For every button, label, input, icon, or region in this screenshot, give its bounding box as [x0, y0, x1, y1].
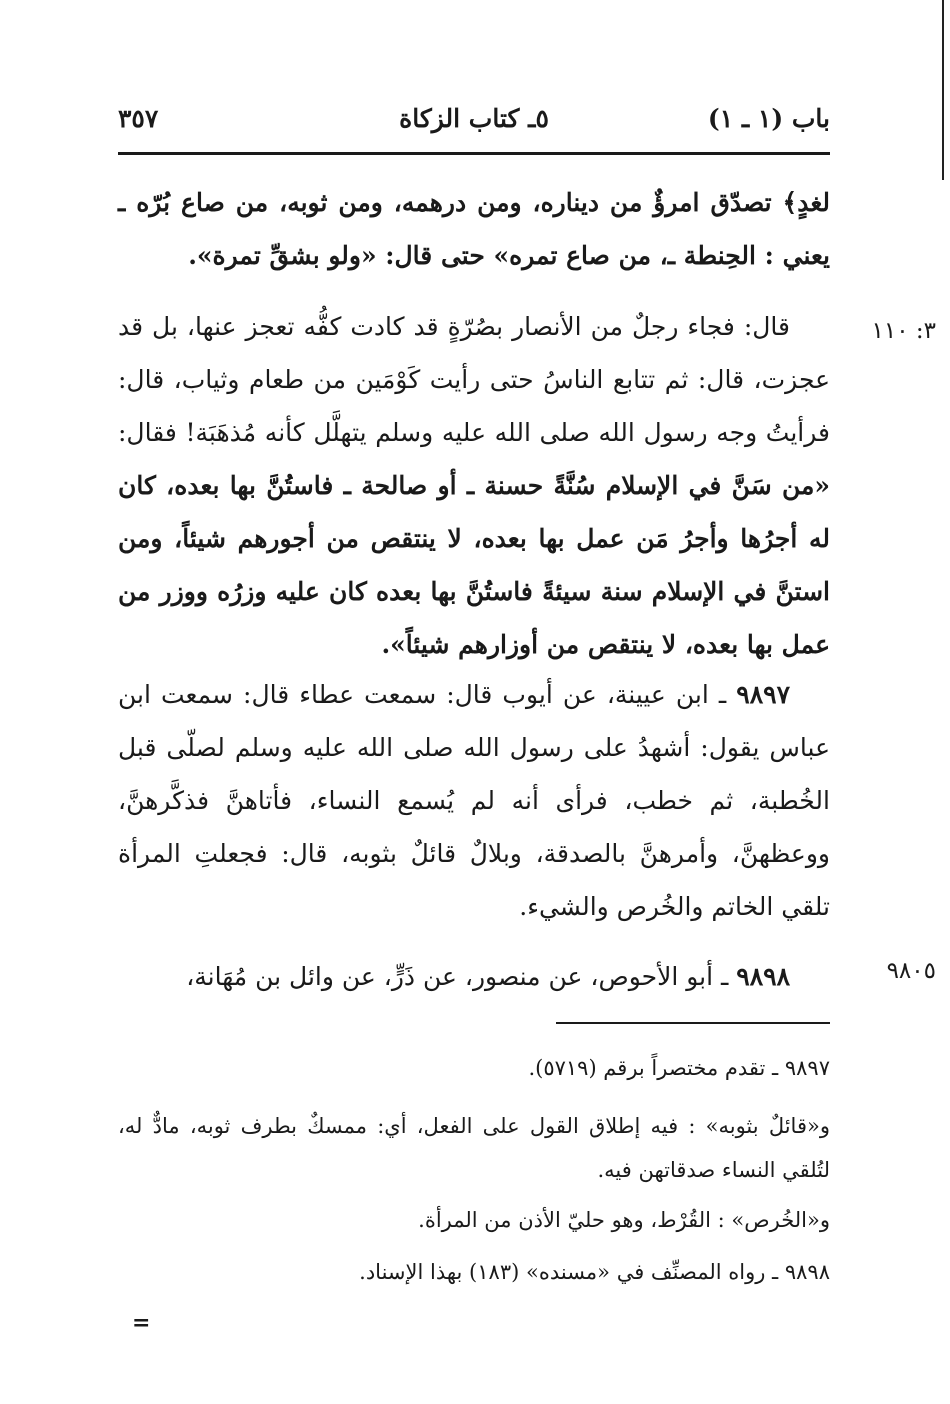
narration-text: قال: فجاء رجلٌ من الأنصار بصُرّةٍ قد كادت كفُّه تعجز عنها، بل قد عجزت، قال: ثم تتابع الناسُ حتى رأيت كَوْمَين من طعام وثياب، قال: فرأيتُ وجه رسول الله صلى الله عليه وسلم يتهلَّل كأنه مُذهَبَة! فقال:: [118, 312, 830, 447]
hadith-number: ٩٨٩٧: [736, 680, 790, 709]
continuation-mark: =: [132, 1310, 151, 1336]
hadith-body: ـ أبو الأحوص، عن منصور، عن ذَرٍّ، عن وائل بن مُهَانة،: [186, 962, 729, 991]
page-number: ٣٥٧: [118, 104, 159, 133]
hadith-body: ـ ابن عيينة، عن أيوب قال: سمعت عطاء قال: سمعت ابن عباس يقول: أشهدُ على رسول الله صلى الله عليه وسلم لصلّى قبل الخُطبة، ثم خطب، فرأى أنه لم يُسمع النساء، فأتاهنَّ فذكَّرهنَّ، ووعظهنَّ، وأمرهنَّ بالصدقة، وبلالٌ قائلٌ بثوبه، قال: فجعلتِ المرأة تلقي الخاتم والخُرص والشيء.: [118, 680, 830, 921]
footnote: و«الخُرص» : القُرْط، وهو حليّ الأذن من المرأة.: [418, 1208, 830, 1232]
hadith-number: ٩٨٩٨: [736, 962, 790, 991]
page-header: [118, 104, 830, 146]
page-edge-line: [942, 0, 944, 180]
margin-reference: ٣: ١١٠: [871, 318, 936, 344]
footnote: ٩٨٩٧ ـ تقدم مختصراً برقم (٥٧١٩).: [528, 1056, 830, 1080]
header-rule: [118, 152, 830, 155]
paragraph-continuation: لغدٍ﴾ تصدّق امرؤٌ من ديناره، ومن درهمه، ومن ثوبه، من صاع بُرّه ـ يعني : الحِنطة ـ، من صاع تمره» حتى قال: «ولو بشقِّ تمرة».: [118, 188, 830, 270]
paragraph-9898: [118, 950, 830, 1003]
book-title: ٥ـ كتاب الزكاة: [399, 104, 549, 133]
paragraph-hadith: [118, 300, 830, 671]
paragraph-9897: [118, 668, 830, 933]
footnote-separator: [556, 1022, 830, 1024]
footnote: و«قائلٌ بثوبه» : فيه إطلاق القول على الفعل، أي: ممسكٌ بطرف ثوبه، مادٌّ له، لتُلقي النساء صدقاتهن فيه.: [118, 1114, 830, 1182]
footnote: ٩٨٩٨ ـ رواه المصنِّف في «مسنده» (١٨٣) بهذا الإسناد.: [359, 1260, 830, 1284]
hadith-text: «من سَنَّ في الإسلام سُنَّةً حسنة ـ أو صالحة ـ فاستُنَّ بها بعده، كان له أجرُها وأجرُ مَن عمل بها بعده، لا ينتقص من أجورهم شيئاً، ومن استنَّ في الإسلام سنة سيئةً فاستُنَّ بها بعده كان عليه وزرُه ووزر من عمل بها بعده، لا ينتقص من أوزارهم شيئاً».: [118, 471, 830, 659]
margin-cross-reference: ٩٨٠٥: [886, 958, 936, 984]
chapter-label: باب (١ ـ ١): [707, 104, 830, 133]
